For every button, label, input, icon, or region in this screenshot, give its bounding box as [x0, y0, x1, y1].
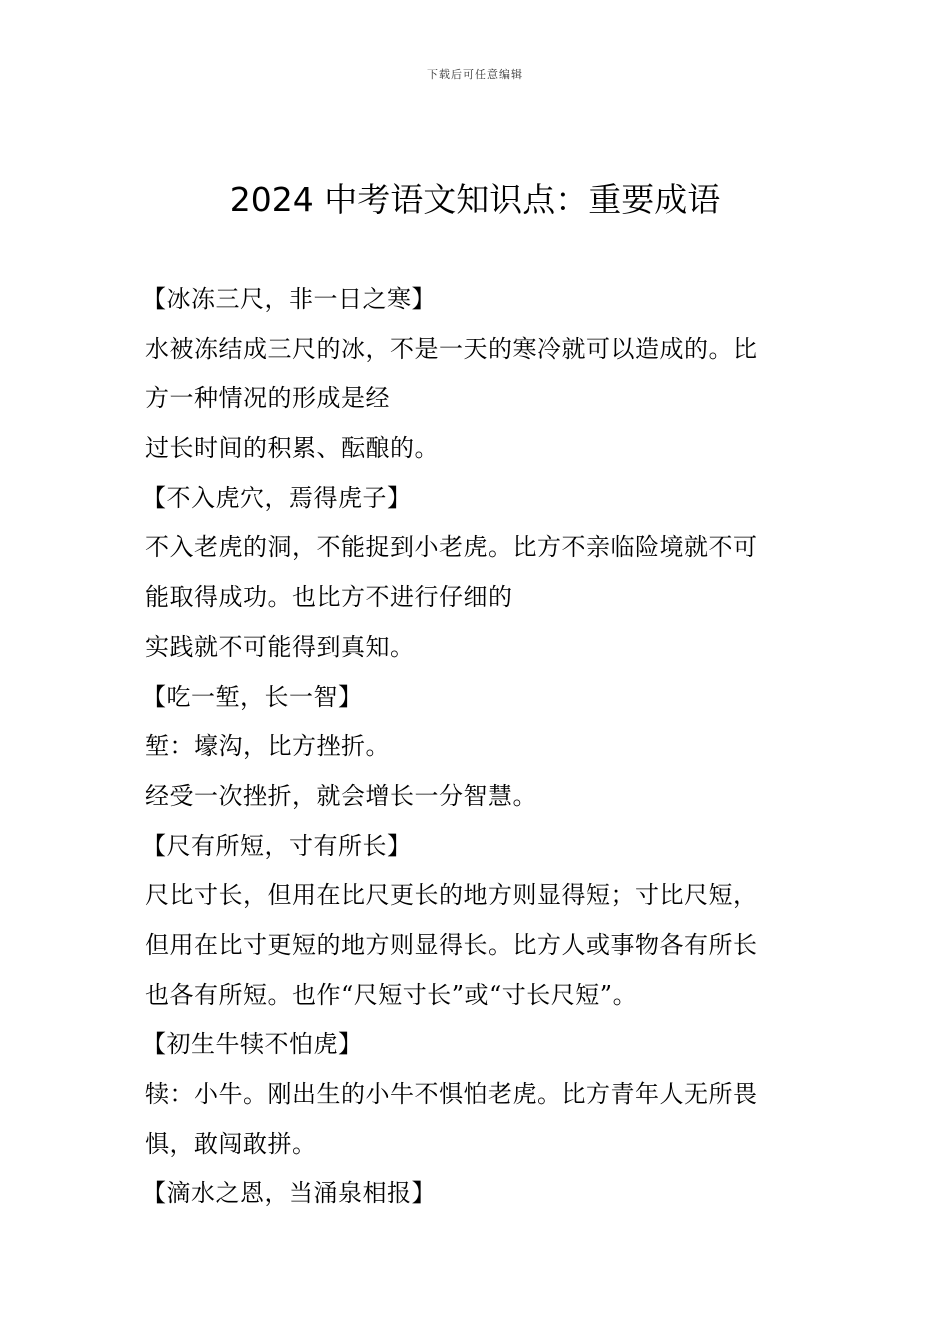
- body-line: 过长时间的积累、酝酿的。: [145, 434, 439, 463]
- body-line: 能取得成功。也比方不进行仔细的: [145, 583, 513, 612]
- idiom-heading: 【尺有所短，寸有所长】: [142, 831, 412, 860]
- idiom-heading: 【初生牛犊不怕虎】: [142, 1030, 363, 1059]
- body-line: 实践就不可能得到真知。: [145, 632, 415, 661]
- document-body: [142, 275, 820, 1219]
- body-line: 惧，敢闯敢拼。: [145, 1129, 317, 1158]
- idiom-heading: 【吃一堑，长一智】: [142, 682, 363, 711]
- body-line: 水被冻结成三尺的冰，不是一天的寒冷就可以造成的。比: [145, 334, 758, 363]
- body-line: 不入老虎的洞，不能捉到小老虎。比方不亲临险境就不可: [145, 533, 758, 562]
- body-line: 犊：小牛。刚出生的小牛不惧怕老虎。比方青年人无所畏: [145, 1080, 758, 1108]
- body-line: 尺比寸长，但用在比尺更长的地方则显得短；寸比尺短，: [145, 881, 758, 910]
- body-line: 经受一次挫折，就会增长一分智慧。: [145, 781, 537, 810]
- document-title: 2024 中考语文知识点：重要成语: [229, 180, 721, 219]
- idiom-heading: 【不入虎穴，焉得虎子】: [142, 483, 412, 512]
- header-note: 下载后可任意编辑: [427, 68, 523, 81]
- body-line: 堑：壕沟，比方挫折。: [145, 732, 390, 761]
- idiom-heading: 【滴水之恩，当涌泉相报】: [142, 1179, 436, 1208]
- body-line: 但用在比寸更短的地方则显得长。比方人或事物各有所长: [145, 930, 758, 959]
- body-line: 方一种情况的形成是经: [145, 384, 390, 413]
- idiom-heading: 【冰冻三尺，非一日之寒】: [142, 285, 436, 313]
- body-line: 也各有所短。也作“尺短寸长”或“寸长尺短”。: [145, 980, 638, 1009]
